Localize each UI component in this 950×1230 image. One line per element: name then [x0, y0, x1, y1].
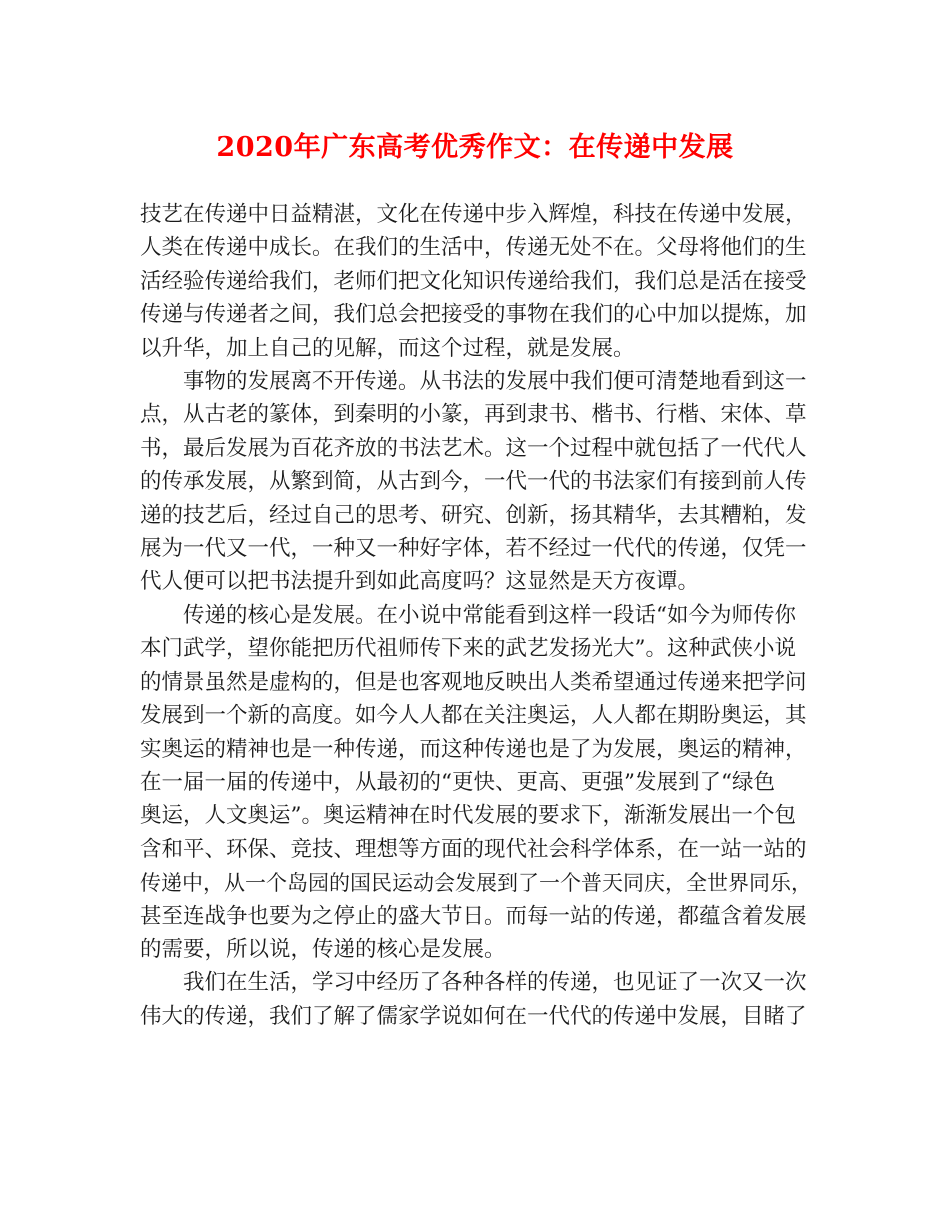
paragraph-3: [140, 599, 816, 966]
text-line: 的情景虽然是虚构的，但是也客观地反映出人类希望通过传递来把学问: [140, 669, 807, 695]
text-line: 伟大的传递，我们了解了儒家学说如何在一代代的传递中发展，目睹了: [140, 1003, 807, 1029]
text-line: 的需要，所以说，传递的核心是发展。: [140, 936, 506, 962]
text-line: 展为一代又一代，一种又一种好字体，若不经过一代代的传递，仅凭一: [140, 536, 807, 562]
document-title: 2020年广东高考优秀作文：在传递中发展: [216, 132, 734, 163]
paragraph-4: [140, 966, 816, 1033]
text-line: 书，最后发展为百花齐放的书法艺术。这一个过程中就包括了一代代人: [140, 435, 807, 461]
text-line: 技艺在传递中日益精湛，文化在传递中步入辉煌，科技在传递中发展，: [140, 202, 807, 227]
text-line: 人类在传递中成长。在我们的生活中，传递无处不在。父母将他们的生: [140, 235, 807, 261]
text-line: 传递中，从一个岛园的国民运动会发展到了一个普天同庆，全世界同乐，: [140, 870, 812, 896]
text-line: 的传承发展，从繁到简，从古到今，一代一代的书法家们有接到前人传: [140, 469, 807, 495]
text-line: 发展到一个新的高度。如今人人都在关注奥运，人人都在期盼奥运，其: [140, 703, 807, 729]
text-line: 我们在生活，学习中经历了各种各样的传递，也见证了一次又一次: [183, 970, 807, 996]
text-line: 含和平、环保、竞技、理想等方面的现代社会科学体系，在一站一站的: [140, 836, 807, 862]
text-line: 以升华，加上自己的见解，而这个过程，就是发展。: [140, 335, 635, 361]
text-line: 事物的发展离不开传递。从书法的发展中我们便可清楚地看到这一: [183, 369, 807, 395]
text-line: 实奥运的精神也是一种传递，而这种传递也是了为发展，奥运的精神，: [140, 736, 807, 762]
text-line: 传递的核心是发展。在小说中常能看到这样一段话“如今为师传你: [183, 602, 796, 628]
text-line: 活经验传递给我们，老师们把文化知识传递给我们，我们总是活在接受: [140, 268, 807, 294]
text-line: 点，从古老的篆体，到秦明的小篆，再到隶书、楷书、行楷、宋体、草: [140, 402, 807, 428]
document-body: [140, 198, 816, 1033]
text-line: 在一届一届的传递中，从最初的“更快、更高、更强”发展到了“绿色: [140, 769, 775, 795]
text-line: 本门武学，望你能把历代祖师传下来的武艺发扬光大”。这种武侠小说: [140, 636, 796, 662]
paragraph-2: [140, 365, 816, 599]
paragraph-1: [140, 198, 816, 365]
text-line: 代人便可以把书法提升到如此高度吗？这显然是天方夜谭。: [140, 569, 700, 595]
text-line: 奥运，人文奥运”。奥运精神在时代发展的要求下，渐渐发展出一个包: [140, 803, 796, 829]
text-line: 甚至连战争也要为之停止的盛大节日。而每一站的传递，都蕴含着发展: [140, 903, 807, 929]
text-line: 递的技艺后，经过自己的思考、研究、创新，扬其精华，去其糟粕，发: [140, 502, 807, 528]
text-line: 传递与传递者之间，我们总会把接受的事物在我们的心中加以提炼，加: [140, 302, 807, 328]
